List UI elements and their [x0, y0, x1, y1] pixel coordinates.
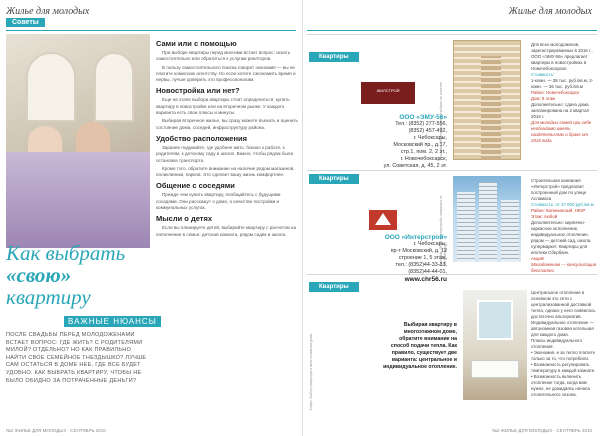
article-title — [6, 242, 152, 308]
window — [477, 300, 513, 340]
sofa — [471, 360, 519, 378]
company-logo: ЖИЛСТРОЙ — [361, 82, 415, 104]
website-link[interactable]: www.chr56.ru — [404, 276, 447, 283]
info-line: Акция! — [531, 256, 545, 261]
info-line: Стоимость: от 37 000 руб./кв.м — [531, 202, 594, 207]
window-arch — [26, 52, 76, 122]
paragraph: Заранее подумайте, где удобнее жить: близко к работе, к родителям, к детскому саду и школе. Важно, чтобы рядом была остановка транспорта. — [156, 144, 294, 163]
section-heading: Сами или с помощью — [156, 39, 237, 48]
page-footer: №2 ЖИЛЬЕ ДЛЯ МОЛОДЫХ · СЕНТЯБРЬ 2010 — [6, 428, 106, 433]
page-header: Жилье для молодых — [6, 6, 90, 17]
info-line: Район: Калининский, НЮР — [531, 208, 586, 213]
title-line: Как выбрать — [6, 241, 126, 265]
info-line: Дополнительно: кирпично-каркасное исполнение, индивидуальное отопление, рядом — детский сад, школа, супермаркет. Квартиры для ипотеки Сбербанк. — [531, 220, 592, 255]
info-line: Плюсы индивидуального отопления: — [531, 338, 583, 349]
page-header: Жилье для молодых — [508, 6, 592, 17]
building-tower — [457, 192, 475, 262]
section-heading: Общение с соседями — [156, 181, 235, 191]
building-image — [453, 176, 521, 262]
ad-disclaimer: Реклама. ООО «Интерстрой» квартиры от застройщика — [439, 195, 447, 266]
couple-photo — [6, 34, 150, 248]
section-label: Советы — [6, 18, 45, 27]
info-line: Молодоженам — консультация бесплатно — [531, 262, 597, 273]
contact-line: Тел.: (8352) 277-556, — [395, 121, 447, 127]
section-heading: Мысли о детях — [156, 214, 213, 224]
company-name: ООО «ЭМУ-56» — [399, 114, 447, 121]
info-line: 1-комн. — 38 тыс. руб./кв.м, 2-комн. — 36 тыс. руб./кв.м — [531, 78, 594, 89]
paragraph: Еще на этапе выбора квартиры стоит определиться: купить квартиру в новостройке или на вторичном рынке. У каждого варианта есть свои плюсы и минусы. — [156, 97, 290, 116]
article-info — [531, 290, 599, 398]
ad-disclaimer: Реклама. Квартиры в новостройках по ипотеке — [439, 81, 443, 160]
contact-line: г. Новочебоксарск, — [400, 156, 447, 162]
contact-line: строение 1, 5 этаж, — [398, 255, 447, 261]
right-page — [302, 0, 600, 436]
header-rule — [6, 30, 296, 31]
paragraph: Если вы планируете детей, выбирайте квартиру с расчетом на пополнение в семье: детская комната, рядом садик и школа. — [156, 225, 297, 237]
contact-line: стр.1, пом. 2, 2 эт., — [400, 149, 447, 155]
building-tower — [479, 182, 497, 262]
paragraph: Кроме того, обратите внимание на наличие рядом магазинов, поликлиники, парков. Это сделает вашу жизнь комфортнее. — [156, 165, 295, 178]
category-tag: Квартиры — [309, 282, 359, 292]
info-line: Стоимость: — [531, 72, 555, 77]
info-line: • Возможность включить отопление тогда, когда вам нужно, не дожидаясь начала отопительного сезона. — [531, 374, 590, 397]
contact-line: (8352)44-44-01, — [408, 269, 447, 275]
ad-disclaimer: Инфо: Выбор квартиры в многоэтажном доме — [309, 333, 313, 410]
bed — [6, 152, 150, 248]
category-tag: Квартиры — [309, 52, 359, 62]
contact-line: пр-т Московский, д. 12 — [390, 248, 447, 254]
category-tag: Квартиры — [309, 174, 359, 184]
header-rule — [307, 30, 597, 31]
contact-line: тел.: (8352)44-33-33, — [395, 262, 447, 268]
info-line: Дом: 9 этаж — [531, 96, 556, 101]
paragraph: При выборе квартиры перед многими встает вопрос: искать самостоятельно или обратиться к услугам риелторов. — [156, 50, 291, 62]
paragraph: Выбирая вторичное жилье, вы сразу можете въехать и оценить состояние дома, соседей, инфраструктуру района. — [156, 118, 298, 130]
info-line: Этаж: любой — [531, 214, 558, 219]
contact-line: г. Чебоксары, — [413, 241, 447, 247]
building-tower — [501, 200, 519, 262]
info-line: • Экономия, и за тепло платите только за то, что потребили. — [531, 350, 596, 361]
info-line: Для молодых семей при себе необходимо иметь свидетельство о браке от 2016 года. — [531, 120, 592, 143]
company-logo — [369, 210, 397, 230]
page-footer: №2 ЖИЛЬЕ ДЛЯ МОЛОДЫХ · СЕНТЯБРЬ 2010 — [492, 428, 592, 433]
info-line: Район: Новочебоксарск — [531, 90, 580, 95]
info-line: Дополнительно: сдача дома запланирована на 2 квартал 2016 г. — [531, 102, 590, 119]
title-line: «свою» — [6, 263, 72, 287]
article-column — [156, 36, 298, 238]
contact-line: ул. Советская, д. 45, 2 эт. — [383, 163, 447, 169]
section-heading: Новостройка или нет? — [156, 86, 240, 96]
info-line: • Возможность регулировать температуру в каждой комнате. — [531, 362, 596, 373]
contact-line: Московский пр., д.17, — [393, 142, 447, 148]
contact-block — [309, 114, 447, 170]
info-line: Строительная компания «Интерстрой» предлагает построенный дом по улице Асламаса — [531, 178, 587, 201]
title-line: квартиру — [6, 285, 91, 309]
interior-photo — [463, 290, 527, 400]
lead-paragraph: ПОСЛЕ СВАДЬБЫ ПЕРЕД МОЛОДОЖЕНАМИ ВСТАЕТ ВОПРОС: ГДЕ ЖИТЬ? С РОДИТЕЛЯМИ МИЛОЙ? ОТДЕЛЬНО? НО КАК ПРАВИЛЬНО НАЙТИ СВОЕ СЕМЕЙНОЕ ГНЕЗДЫШКО? ЛУЧШЕ САМ ОСТАТЬСЯ В ДОМЕ НЕЕ, ГДЕ ВСЕ БУДЕТ УДОБНО. КАК ВЫБРАТЬ КВАРТИРУ, ЧТОБЫ НЕ БЫЛО ОБИДНО ЗА ПОТРАЧЕННЫЕ ДЕНЬГИ? — [6, 332, 147, 384]
paragraph: Прежде чем купить квартиру, пообщайтесь с будущими соседями. Они расскажут о доме, о качестве постройки и коммунальных услугах. — [156, 192, 281, 211]
listing-info — [531, 178, 599, 274]
subtitle-badge: ВАЖНЫЕ НЮАНСЫ — [64, 316, 161, 327]
info-line: Центральное отопление в основном это сети с централизованной доставкой тепла, однако у него появилось достаточно альтернатив. Индивидуальное отопление — автономная газовая котельная для каждого дома. — [531, 290, 596, 337]
contact-line: (8352) 457-492, — [408, 128, 447, 134]
info-line: Для всех молодоженов, зарегистрированных в 2016 г., ООО «ЭМУ-56» предлагает квартиры в новостройках в Новочебоксарске — [531, 42, 593, 71]
listing-info — [531, 42, 599, 144]
section-heading: Удобство расположения — [156, 133, 247, 143]
building-tower — [481, 56, 501, 160]
paragraph: В пользу самостоятельного поиска говорит экономия — вы не платите комиссию агентству. Но если хотите сэкономить время и нервы, лучше доверить это профессионалам. — [156, 64, 296, 83]
company-name: ООО «Интерстрой» — [384, 234, 447, 241]
callout-text: Выбирая квартиру в многоэтажном доме, обратите внимание на способ подачи тепла. Как правило, существует две варианта: центральное и индивидуальное отопление. — [383, 322, 457, 370]
window-arch — [94, 52, 134, 122]
contact-line: г. Чебоксары, — [413, 135, 447, 141]
